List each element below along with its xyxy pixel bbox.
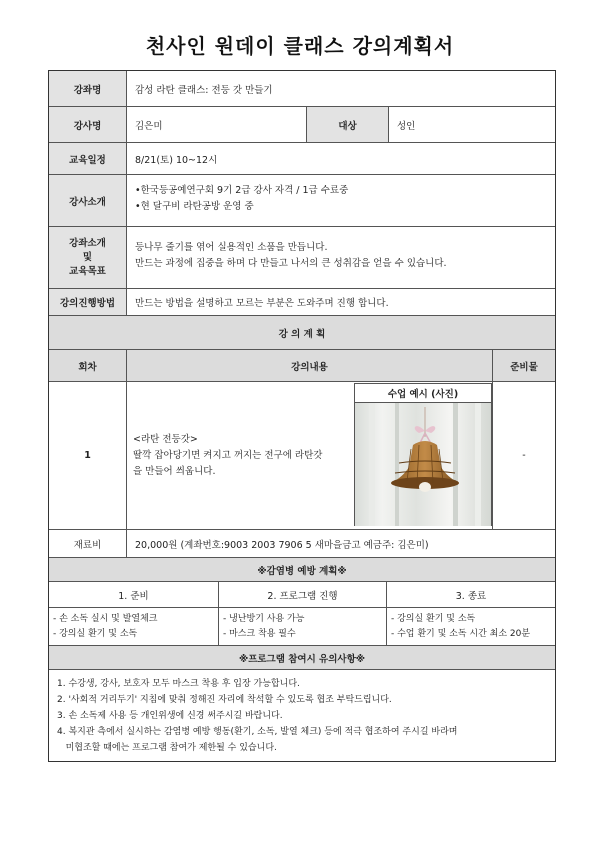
col-content: 강의내용 <box>127 350 493 381</box>
notice-item: 1. 수강생, 강사, 보호자 모두 마스크 착용 후 입장 가능합니다. <box>57 679 300 689</box>
step-items-end <box>387 608 555 645</box>
intro-text <box>127 175 555 226</box>
notice-header-row <box>49 646 555 670</box>
plan-columns-row <box>49 350 555 382</box>
method-value: 만드는 방법을 설명하고 모르는 부분은 도와주며 진행 합니다. <box>135 298 389 309</box>
prevention-header-row <box>49 558 555 582</box>
goal-row <box>49 227 555 289</box>
prevention-header: ※감염병 예방 계획※ <box>257 565 347 577</box>
schedule-label: 교육일정 <box>49 143 127 174</box>
notice-item: 2. '사회적 거리두기' 지침에 맞춰 정해진 자리에 착석할 수 있도록 협조 부탁드립니다. <box>57 695 392 705</box>
col-supplies: 준비물 <box>510 361 538 373</box>
content-text <box>127 426 361 486</box>
intro-row <box>49 175 555 227</box>
notice-list <box>49 670 555 762</box>
content-line: 딸깍 잡아당기면 켜지고 꺼지는 전구에 라탄갓 <box>133 450 323 461</box>
step-item: - 강의실 환기 및 소독 <box>53 629 138 639</box>
intro-line: •한국등공예연구회 9기 2급 강사 자격 / 1급 수료중 <box>135 185 349 196</box>
step-item: - 마스크 착용 필수 <box>223 629 296 639</box>
step-item: - 냉난방기 사용 가능 <box>223 614 305 624</box>
prevention-steps-row <box>49 582 555 608</box>
step-item: - 손 소독 실시 및 발열체크 <box>53 614 158 624</box>
prevention-items-row <box>49 608 555 646</box>
step-item: - 수업 환기 및 소독 시간 최소 20분 <box>391 629 531 639</box>
content-line: 을 만들어 씌웁니다. <box>133 466 216 477</box>
col-session: 회차 <box>49 350 127 381</box>
schedule-value: 8/21(토) 10~12시 <box>135 154 218 166</box>
lesson-plan-table <box>48 70 556 762</box>
photo-caption: 수업 예시 (사진) <box>355 384 491 403</box>
method-row <box>49 289 555 316</box>
instructor-label: 강사명 <box>49 107 127 142</box>
rattan-lamp-photo <box>355 403 491 526</box>
notice-item: 4. 복지관 측에서 실시하는 감염병 예방 행동(환기, 소독, 발열 체크) 등에 적극 협조하여 주시길 바라며 <box>57 727 458 737</box>
goal-text <box>127 227 555 288</box>
goal-label-1: 강좌소개 <box>69 237 106 249</box>
fee-value: 20,000원 (계좌번호:9003 2003 7906 5 새마을금고 예금주: 김은미) <box>135 539 429 551</box>
step-title-progress: 2. 프로그램 진행 <box>219 582 387 607</box>
intro-line: •현 달구비 라탄공방 운영 중 <box>135 201 254 212</box>
notice-item: 미협조할 때에는 프로그램 참여가 제한될 수 있습니다. <box>57 743 277 753</box>
notice-item: 3. 손 소독제 사용 등 개인위생에 신경 써주시길 바랍니다. <box>57 711 283 721</box>
step-items-prepare <box>49 608 219 645</box>
course-row <box>49 71 555 107</box>
target-value: 성인 <box>397 120 416 132</box>
goal-label-3: 교육목표 <box>69 265 106 277</box>
step-items-progress <box>219 608 387 645</box>
content-cell <box>127 382 493 529</box>
course-value: 감성 라탄 클래스: 전등 갓 만들기 <box>135 84 273 96</box>
fee-label: 재료비 <box>49 530 127 557</box>
supplies-value: - <box>522 450 526 461</box>
fee-row <box>49 530 555 558</box>
goal-label-2: 및 <box>82 251 93 263</box>
plan-header-row <box>49 316 555 350</box>
session-number: 1 <box>49 382 127 529</box>
instructor-value: 김은미 <box>127 107 307 142</box>
plan-header: 강 의 계 획 <box>278 328 326 340</box>
schedule-row <box>49 143 555 175</box>
notice-header: ※프로그램 참여시 유의사항※ <box>238 653 366 665</box>
step-title-end: 3. 종료 <box>455 590 487 602</box>
step-title-prepare: 1. 준비 <box>49 582 219 607</box>
example-photo <box>354 383 492 526</box>
document-title: 천사인 원데이 클래스 강의계획서 <box>145 34 455 58</box>
target-label: 대상 <box>307 107 389 142</box>
course-label: 강좌명 <box>49 71 127 106</box>
step-item: - 강의실 환기 및 소독 <box>391 614 476 624</box>
goal-line: 등나무 줄기를 엮어 실용적인 소품을 만듭니다. <box>135 242 328 253</box>
content-line: <라탄 전등갓> <box>133 434 198 445</box>
intro-label: 강사소개 <box>49 175 127 226</box>
goal-label <box>49 227 127 288</box>
method-label: 강의진행방법 <box>49 289 127 315</box>
goal-line: 만드는 과정에 집중을 하며 다 만들고 나서의 큰 성취감을 얻을 수 있습니다. <box>135 258 447 269</box>
plan-body-row <box>49 382 555 530</box>
instructor-row <box>49 107 555 143</box>
